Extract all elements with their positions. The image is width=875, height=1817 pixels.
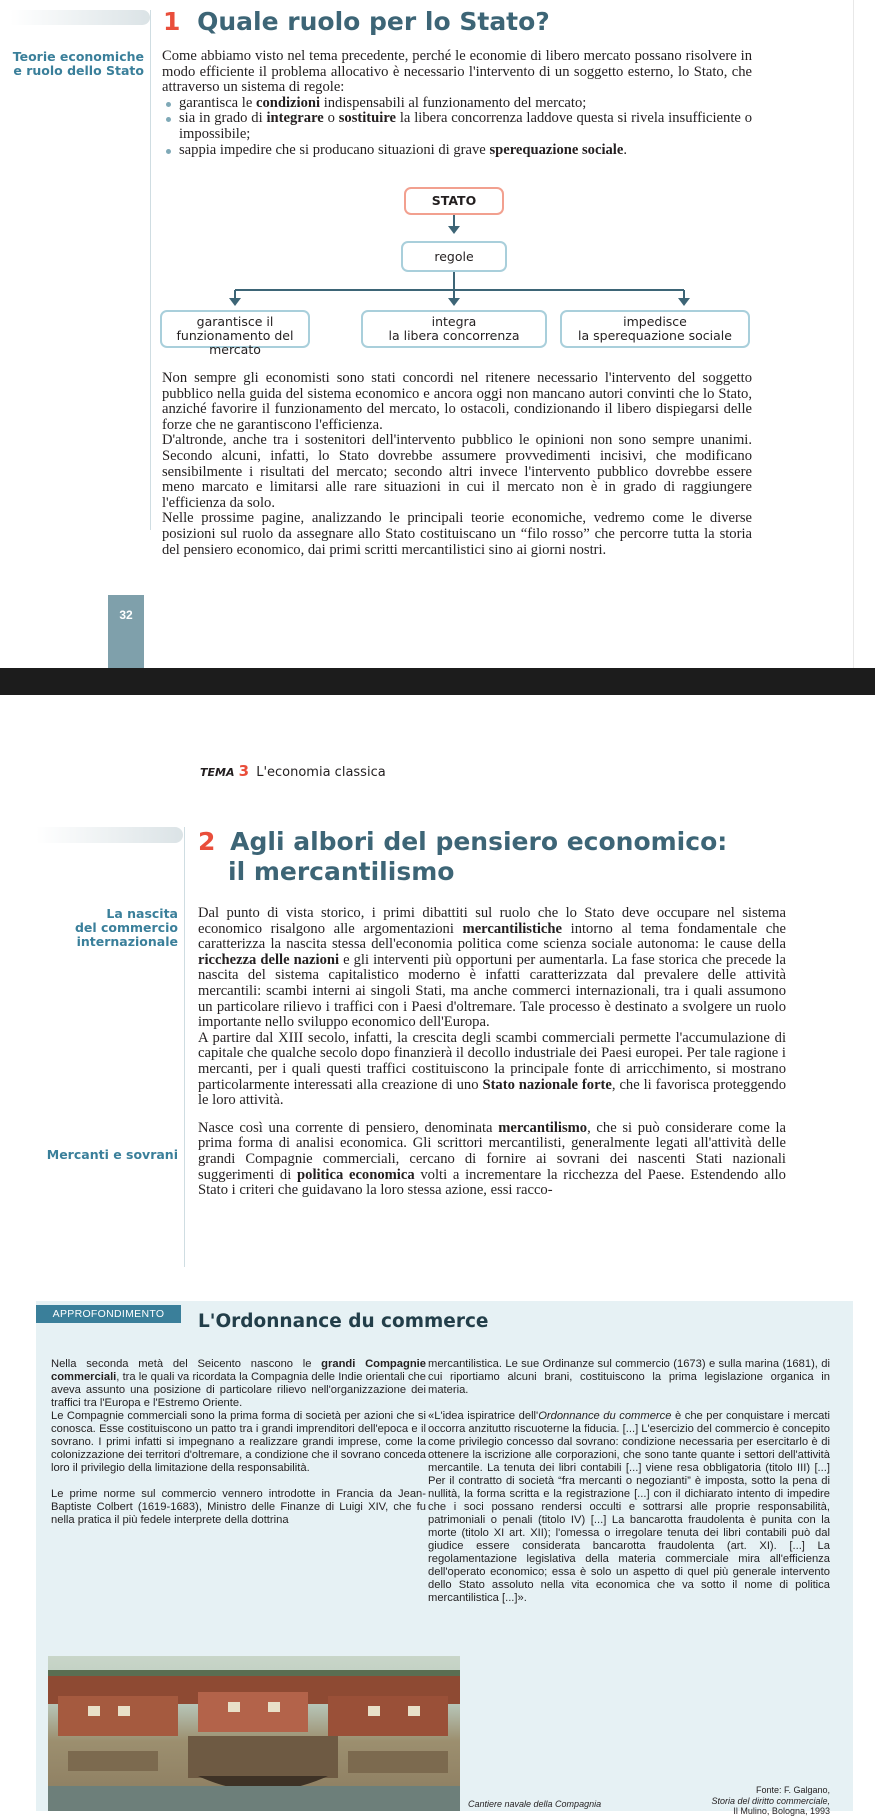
approfondimento-left <box>51 1358 426 1527</box>
section-title-text: Quale ruolo per lo Stato? <box>197 7 550 36</box>
running-head-num: 3 <box>238 762 250 780</box>
list-item: sappia impedire che si producano situazioni di grave sperequazione sociale. <box>162 143 752 159</box>
page-edge-right <box>853 0 875 668</box>
approfondimento-box <box>36 1301 853 1816</box>
section-title <box>163 7 550 36</box>
page-number: 32 <box>119 608 133 622</box>
side-label-commercio: La nascita del commercio internazionale <box>74 906 178 949</box>
garantisce-box: garantisce il funzionamento del mercato <box>160 310 310 348</box>
paragraph: «L'idea ispiratrice dell'Ordonnance du commerce è che per conquistare i mercati occorra anzitutto riscuoterne la fiducia. [...] L'esercizio del commercio è concepito come privilegio concesso dal sovrano: condizione necessaria per esercitarlo è di ottenere la iscrizione alle corporazioni, che sono tante quante i settori dell'attività mercantile. La tenuta dei libri contabili [...] viene resa obbligatoria (titolo III) [...] Per il contratto di società “fra mercanti o negozianti” è imposta, sotto la pena di nullità, la forma scritta e la registrazione [...] con il dichiarato intento di impedire che i soci possano rendersi occulti e sottrarsi alle proprie responsabilità, patrimoniali o penali (titolo IV) [...] La bancarotta fraudolenta è punita con la morte (titolo XI art. XII); l'omessa o irregolare tenuta dei libri contabili può dal giudice essere considerata bancarotta fraudolenta (art. XI). [...] La regolamentazione legislativa della materia commerciale mira all'efficienza dell'operato economico; essa è solo un aspetto di quel più generale intervento dello Stato assoluto nella vita economica che va sotto il nome di politica mercantilistica [...]». <box>428 1410 830 1604</box>
integra-box: integra la libera concorrenza <box>361 310 547 348</box>
rules-list <box>162 96 752 158</box>
page-divider <box>0 668 875 695</box>
paragraph: Nella seconda metà del Seicento nascono le grandi Compagnie commerciali, tra le quali va ricordata la Compagnia delle Indie orientali che aveva assunto una posizione di particolare rilievo nell'organizzazione dei traffici tra l'Europa e l'Estremo Oriente. <box>51 1358 426 1409</box>
stato-diagram <box>150 184 760 359</box>
running-head-title: L'economia classica <box>256 765 386 780</box>
section-number: 2 <box>198 827 216 856</box>
paragraph: Le prime norme sul commercio vennero introdotte in Francia da Jean-Baptiste Colbert (1619-1683), Ministro delle Finanze di Luigi XIV, che fu nella pratica il più fedele interprete della dottrina <box>51 1488 426 1526</box>
page2-body <box>198 906 786 1199</box>
shipyard-illustration <box>48 1656 460 1811</box>
list-item: garantisca le condizioni indispensabili al funzionamento del mercato; <box>162 96 752 112</box>
side-label <box>10 50 144 78</box>
shipyard-drawing <box>48 1656 460 1811</box>
section-title <box>198 827 727 887</box>
running-head-tema: TEMA <box>200 766 235 779</box>
impedisce-box: impedisce la sperequazione sociale <box>560 310 750 348</box>
paragraph: D'altronde, anche tra i sostenitori dell'intervento pubblico le opinioni non sono sempre unanimi. Secondo alcuni, infatti, lo Stato dovrebbe assumere provvedimenti incisivi, che modificano sensibilmente i risultati del mercato; secondo altri invece l'intervento pubblico dovrebbe essere meno marcato e limitarsi alle rare situazioni in cui il mercato non è in grado di raggiungere l'efficienza da solo. <box>162 432 752 511</box>
stato-box: STATO <box>404 187 504 215</box>
approfondimento-title: L'Ordonnance du commerce <box>198 1311 489 1332</box>
intro-paragraph: Come abbiamo visto nel tema precedente, perché le economie di libero mercato possano risolvere in modo efficiente il problema allocativo è necessario l'intervento di un soggetto esterno, lo Stato, che attraverso un sistema di regole: <box>162 48 752 96</box>
caption: Cantiere navale della Compagnia <box>468 1799 602 1809</box>
title-line1: Agli albori del pensiero economico: <box>230 827 728 856</box>
intro-block <box>162 49 752 158</box>
paragraph: Le Compagnie commerciali sono la prima forma di società per azioni che si conosca. Esse costituiscono un patto tra i grandi imprenditori dell'epoca e il sovrano. I primi infatti si impegnano a realizzare grandi imprese, come la colonizzazione dei territori d'oltremare, a condizione che il sovrano conceda loro il privilegio della limitazione della responsabilità. <box>51 1410 426 1474</box>
margin-rule <box>184 827 185 1267</box>
paragraph: Nasce così una corrente di pensiero, denominata mercantilismo, che si può considerare come la prima forma di analisi economica. Gli scrittori mercantilisti, generalmente legati all'attività delle grandi Compagnie commerciali, cercano di fornire ai sovrani dei nascenti Stati nazionali suggerimenti di politica economica volti a incrementare la ricchezza del Paese. Estendendo allo Stato i criteri che guidavano la loro stessa azione, essi racco- <box>198 1119 787 1199</box>
running-head <box>200 762 386 780</box>
section-number: 1 <box>163 7 181 36</box>
source-credit: Fonte: F. Galgano, Storia del diritto commerciale, Il Mulino, Bologna, 1993 <box>711 1785 830 1816</box>
approfondimento-tag: APPROFONDIMENTO <box>36 1305 181 1323</box>
body-paragraphs <box>162 371 752 558</box>
header-tab <box>10 10 150 25</box>
paragraph: Nelle prossime pagine, analizzando le principali teorie economiche, vedremo come le diverse posizioni sul ruolo da assegnare allo Stato costituiscano un “filo rosso” che percorre tutta la storia del pensiero economico, dai primi scritti mercantilistici sino ai giorni nostri. <box>162 510 752 558</box>
page-1 <box>0 0 875 668</box>
side-label-line1: Teorie economiche <box>12 49 144 64</box>
page-2 <box>0 695 875 1816</box>
page-number-tab <box>108 595 144 668</box>
paragraph: Non sempre gli economisti sono stati concordi nel ritenere necessario l'intervento del soggetto pubblico nella guida del sistema economico e ancora oggi non mancano autori convinti che lo Stato, anziché favorire il funzionamento del mercato, lo ostacoli, condizionando il libero dispiegarsi delle forze che ne garantiscono l'efficienza. <box>162 370 752 433</box>
regole-box: regole <box>401 241 507 272</box>
approfondimento-right-top <box>428 1358 830 1605</box>
side-label-line2: e ruolo dello Stato <box>13 63 144 78</box>
title-line2: il mercantilismo <box>228 857 455 886</box>
side-label-mercanti: Mercanti e sovrani <box>46 1147 178 1162</box>
paragraph: A partire dal XIII secolo, infatti, la crescita degli scambi commerciali permette l'accumulazione di capitale che qualche secolo dopo finanzierà il decollo industriale dei Paesi europei. Per tale ragione i mercanti, per i quali questi traffici costituiscono la principale fonte di arricchimento, si mostrano particolarmente interessati alla creazione di uno Stato nazionale forte, che li favorisca proteggendo le loro attività. <box>198 1029 787 1109</box>
paragraph: Dal punto di vista storico, i primi dibattiti sul ruolo che lo Stato deve occupare nel sistema economico risalgono alle argomentazioni mercantilistiche intorno al tema fondamentale che caratterizza la nascita stessa dell'economia politica come scienza sociale autonoma: le cause della ricchezza delle nazioni e gli interventi più opportuni per aumentarla. La fase storica che precede la nascita del sistema capitalistico moderno è infatti caratterizzata dal prevalere delle attività mercantili: scambi interni ai singoli Stati, ma anche commerci internazionali, tra i quali assumono un particolare rilievo i traffici con i Paesi d'oltremare. Tale processo è destinato a svolgere un ruolo importante nello sviluppo economico dell'Europa. <box>198 905 786 1031</box>
paragraph: mercantilistica. Le sue Ordinanze sul commercio (1673) e sulla marina (1681), di cui riportiamo alcuni brani, costituiscono la prima legislazione organica in materia. <box>428 1358 830 1396</box>
header-tab <box>36 827 183 843</box>
list-item: sia in grado di integrare o sostituire la libera concorrenza laddove questa si rivela insufficiente o impossibile; <box>162 111 752 142</box>
